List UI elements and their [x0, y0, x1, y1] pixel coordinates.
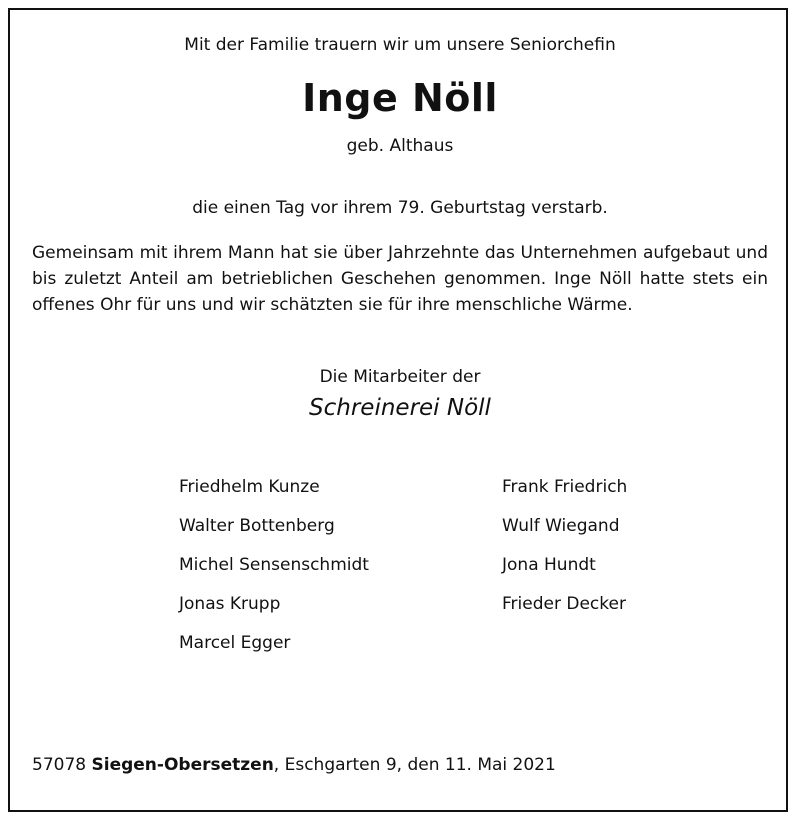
- intro-line: Mit der Familie trauern wir um unsere Seniorchefin: [184, 35, 616, 55]
- birth-name: geb. Althaus: [346, 136, 454, 156]
- staff-name: Frieder Decker: [502, 594, 626, 614]
- staff-name: Jona Hundt: [502, 555, 596, 575]
- footer-address-date: , Eschgarten 9, den 11. Mai 2021: [273, 755, 556, 775]
- staff-name: Marcel Egger: [179, 633, 291, 653]
- footer-postcode: 57078: [32, 755, 87, 775]
- staff-list-left: [179, 475, 369, 670]
- staff-name: Friedhelm Kunze: [179, 477, 320, 497]
- tribute-paragraph: Gemeinsam mit ihrem Mann hat sie über Jahrzehnte das Unternehmen aufgebaut und bis zuletzt Anteil am betrieblichen Geschehen genommen. Inge Nöll hatte stets ein offenes Ohr für uns und wir schätzten sie für ihre menschliche Wärme.: [32, 243, 768, 315]
- death-line: die einen Tag vor ihrem 79. Geburtstag verstarb.: [192, 198, 608, 218]
- staff-list-right: [502, 475, 627, 631]
- footer-town: Siegen-Obersetzen: [91, 755, 274, 775]
- staff-name: Michel Sensenschmidt: [179, 555, 369, 575]
- footer-location-date: [32, 755, 556, 775]
- staff-name: Walter Bottenberg: [179, 516, 335, 536]
- staff-name: Wulf Wiegand: [502, 516, 620, 536]
- deceased-name: Inge Nöll: [302, 76, 498, 120]
- staff-name: Jonas Krupp: [179, 594, 281, 614]
- staff-lead-line: Die Mitarbeiter der: [319, 367, 481, 387]
- staff-name: Frank Friedrich: [502, 477, 628, 497]
- company-name: Schreinerei Nöll: [309, 395, 491, 421]
